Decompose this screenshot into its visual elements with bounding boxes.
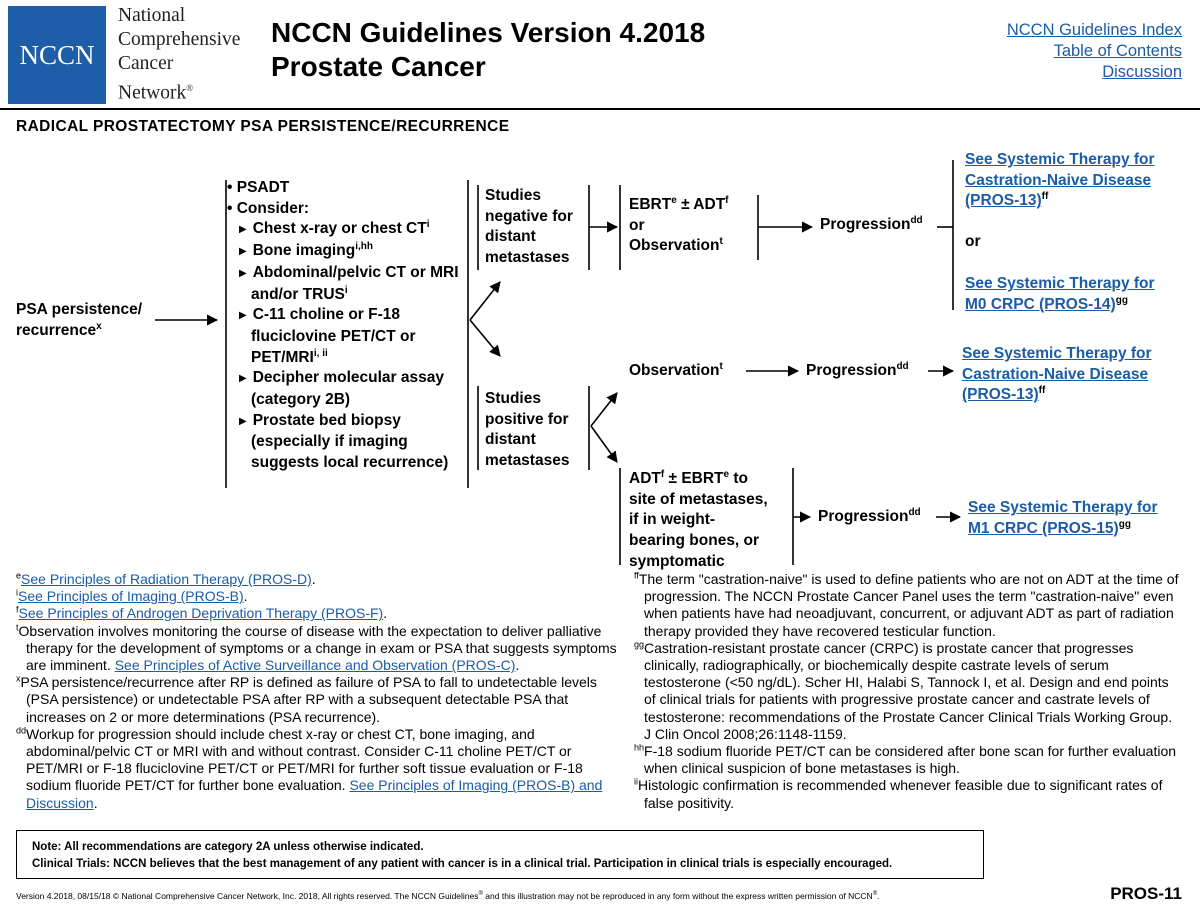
workup-item: ▶ Prostate bed biopsy (especially if imaging suggests local recurrence): [239, 411, 449, 472]
note-category: Note: All recommendations are category 2A unless otherwise indicated.: [32, 841, 424, 853]
node-studies-positive: Studies positive for distant metastases: [485, 390, 570, 470]
arrow-to-pos: [470, 320, 500, 356]
node-progression-3: Progression$^{dd}$: [818, 506, 921, 525]
section-title: RADICAL PROSTATECTOMY PSA PERSISTENCE/RECURRENCE: [16, 118, 510, 135]
copyright-footer: Version 4.2018, 08/15/18 © National Comprehensive Cancer Network, Inc. 2018, All rights reserved. The NCCN Guidelines® and this illustration may not be reproduced in any form without the express written permission of NCCN®.: [16, 891, 880, 901]
node-workup: • PSADT • Consider: ▶ Chest x-ray or chest $CT^i$ ▶ Bone imaging$^{i,hh}$ ▶ Abdominal/pelvic CT or MRI and/or TRUS$^i$ ▶ C-11 choline or F-18 fluciclovine PET/CT or PET/$MRI^{i, ii}$ ▶ Decipher molecular assay (category 2B) ▶ Prostate bed biopsy (especially if imaging suggests local recurrence): [227, 178, 463, 474]
guidelines-index-link[interactable]: NCCN Guidelines Index: [1006, 21, 1182, 39]
node-progression-1: Progression$^{dd}$: [820, 214, 923, 233]
node-observation: Observation$^t$: [629, 360, 723, 379]
title-topic: Prostate Cancer: [271, 51, 486, 82]
logo-line: Comprehensive: [118, 29, 241, 50]
node-ebrt-adt-or-observation: $EBRT^e \pm ADT^f$ or Observation$^t$: [629, 194, 729, 255]
node-progression-2: Progression$^{dd}$: [806, 360, 909, 379]
logo-line: National: [118, 5, 186, 26]
footnote-gg: $^{gg}$Castration-resistant prostate cancer (CRPC) is prostate cancer that progresses clinically, radiographically, or biochemically despite castrate levels of serum testosterone (<50 ng/dL). Scher HI, Halabi S, Tannock I, et al. Design and end points of clinical trials for patients with progressive prostate cancer and castrate levels of testosterone: recommendations of the Prostate Cancer Clinical Trials Working Group. J Clin Oncol 2008;26:1148-1159.: [634, 639, 1173, 742]
workup-item: ▶ Decipher molecular assay (category 2B): [239, 369, 444, 409]
imaging-discussion-link[interactable]: See Principles of Imaging (PROS-B) and Discussion: [26, 777, 603, 811]
workup-item: ▶ Abdominal/pelvic CT or MRI and/or TRUS$^i$: [239, 263, 459, 303]
workup-item: ▶ C-11 choline or F-18 fluciclovine PET/CT or PET/$MRI^{i, ii}$: [239, 306, 416, 366]
footnotes-right: [634, 571, 1182, 812]
node-psa-persistence: PSA persistence/ recurrence$^x$: [16, 301, 143, 339]
footnote-x: $^x$PSA persistence/recurrence after RP is defined as failure of PSA to fall to undetectable levels (PSA persistence) or undetectable PSA after RP with a subsequent detectable PSA that increases on 2 or more determinations (PSA recurrence).: [16, 673, 597, 725]
footnotes-left: [16, 571, 626, 812]
footnote-hh: $^{hh}$F-18 sodium fluoride PET/CT can be considered after bone scan for further evaluation when clinical suspicion of bone metastases is high.: [634, 742, 1177, 777]
arrow-to-obs: [591, 393, 617, 426]
node-studies-negative: Studies negative for distant metastases: [485, 187, 573, 267]
link-m0-crpc[interactable]: See Systemic Therapy for M0 CRPC (PROS-14)$^{gg}$: [965, 275, 1155, 313]
active-surveillance-link[interactable]: See Principles of Active Surveillance and Observation (PROS-C): [114, 657, 516, 674]
link-castration-naive-1[interactable]: See Systemic Therapy for Castration-Naive Disease (PROS-13)$^{ff}$: [965, 151, 1155, 210]
logo-line: Cancer: [118, 53, 174, 74]
footnote-i: $^i$See Principles of Imaging (PROS-B).: [16, 587, 248, 605]
radiation-therapy-link[interactable]: See Principles of Radiation Therapy (PROS-D): [21, 571, 312, 587]
workup-item: ▶ Bone imaging$^{i,hh}$: [239, 240, 373, 260]
note-clinical-trials: Clinical Trials: NCCN believes that the best management of any patient with cancer is in a clinical trial. Participation in clinical trials is especially encouraged.: [32, 858, 893, 870]
or-label: or: [965, 233, 981, 250]
adt-link[interactable]: See Principles of Androgen Deprivation Therapy (PROS-F): [18, 605, 384, 622]
title-version: NCCN Guidelines Version 4.2018: [271, 17, 706, 48]
table-of-contents-link[interactable]: Table of Contents: [1053, 42, 1182, 60]
footnote-f: $^f$See Principles of Androgen Deprivation Therapy (PROS-F).: [16, 604, 388, 622]
imaging-link[interactable]: See Principles of Imaging (PROS-B): [18, 588, 244, 605]
footnote-ff: $^{ff}$The term "castration-naive" is used to define patients who are not on ADT at the time of progression. The NCCN Prostate Cancer Panel uses the term "castration-naive" even when patients have had neoadjuvant, concurrent, or adjuvant ADT as part of radiation therapy provided they have recovered testicular function.: [634, 570, 1179, 639]
node-adt-ebrt: $ADT^f$ ± $EBRT^e$ to site of metastases, if in weight- bearing bones, or symptomatic: [629, 468, 768, 570]
footnote-t: $^t$Observation involves monitoring the course of disease with the expectation to deliver palliative therapy for the development of symptoms or a change in exam or PSA that suggests symptoms are imminent. See Principles of Active Surveillance and Observation (PROS-C).: [16, 621, 617, 674]
note-box: [16, 830, 984, 879]
footnote-ii: $^{ii}$Histologic confirmation is recommended whenever feasible due to significant rates of false positivity.: [634, 776, 1163, 811]
link-m1-crpc[interactable]: See Systemic Therapy for M1 CRPC (PROS-15)$^{gg}$: [968, 499, 1158, 537]
logo-box-text: NCCN: [19, 39, 95, 70]
page-id: PROS-11: [1110, 884, 1182, 903]
logo-line: Network®: [118, 82, 194, 104]
arrow-to-adt: [591, 426, 617, 462]
footnote-e: $^e$See Principles of Radiation Therapy (PROS-D).: [16, 570, 316, 587]
link-castration-naive-2[interactable]: See Systemic Therapy for Castration-Naive Disease (PROS-13)$^{ff}$: [962, 345, 1152, 404]
footnote-dd: $^{dd}$Workup for progression should include chest x-ray or chest CT, bone imaging, and abdominal/pelvic CT or MRI with and without contrast. Consider C-11 choline PET/CT or PET/MRI or F-18 fluciclovine PET/CT or PET/MRI for further soft tissue evaluation or F-18 sodium fluoride PET/CT for further bone evaluation. See Principles of Imaging (PROS-B) and Discussion.: [16, 725, 603, 811]
workup-item: ▶ Chest x-ray or chest $CT^i$: [239, 219, 430, 238]
arrow-to-neg: [470, 282, 500, 320]
discussion-link[interactable]: Discussion: [1102, 63, 1182, 81]
